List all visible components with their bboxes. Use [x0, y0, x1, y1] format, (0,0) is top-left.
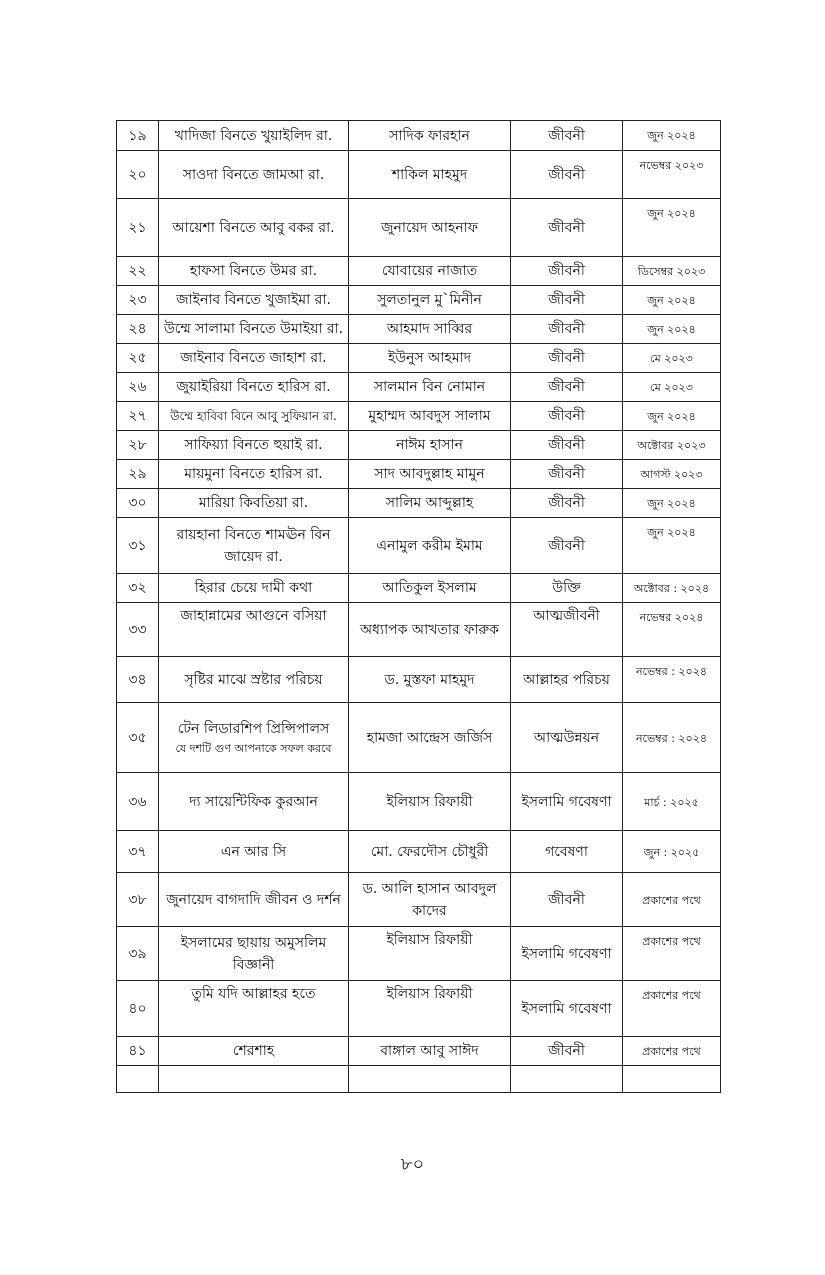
- author-cell: ইলিয়াস রিফায়ী: [349, 927, 511, 981]
- table-row: [117, 1066, 721, 1093]
- date-cell: নভেম্বর : ২০২৪: [623, 703, 721, 773]
- serial-cell: ৪০: [117, 981, 159, 1037]
- table-row: [117, 257, 721, 286]
- author-cell: [349, 1066, 511, 1093]
- title-cell: এন আর সি: [159, 831, 349, 873]
- author-cell: আতিকুল ইসলাম: [349, 574, 511, 603]
- category-cell: জীবনী: [511, 1037, 623, 1066]
- title-cell: জাহান্নামের আগুনে বসিয়া: [159, 603, 349, 657]
- serial-cell: ৪১: [117, 1037, 159, 1066]
- author-cell: নাঈম হাসান: [349, 431, 511, 460]
- serial-cell: ২৫: [117, 344, 159, 373]
- date-cell: জুন ২০২৪: [623, 402, 721, 431]
- category-cell: জীবনী: [511, 873, 623, 927]
- date-cell: জুন ২০২৪: [623, 315, 721, 344]
- table-row: [117, 603, 721, 657]
- title-cell: রায়হানা বিনতে শামঊন বিন জায়েদ রা.: [159, 518, 349, 574]
- serial-cell: ৩২: [117, 574, 159, 603]
- category-cell: জীবনী: [511, 151, 623, 199]
- category-cell: জীবনী: [511, 402, 623, 431]
- author-cell: মুহাম্মদ আবদুস সালাম: [349, 402, 511, 431]
- title-cell: দ্য সায়েন্টিফিক কুরআন: [159, 773, 349, 831]
- serial-cell: ২০: [117, 151, 159, 199]
- category-cell: জীবনী: [511, 199, 623, 257]
- author-cell: সালমান বিন নোমান: [349, 373, 511, 402]
- book-title: টেন লিডারশিপ প্রিন্সিপালস: [177, 720, 330, 737]
- author-cell: অধ্যাপক আখতার ফারুক: [349, 603, 511, 657]
- author-cell: জুনায়েদ আহনাফ: [349, 199, 511, 257]
- title-cell: উম্মে হাবিবা বিনে আবু সুফিয়ান রা.: [159, 402, 349, 431]
- date-cell: নভেম্বর ২০২৪: [623, 603, 721, 657]
- author-cell: আহমাদ সাব্বির: [349, 315, 511, 344]
- author-cell: মো. ফেরদৌস চৌধুরী: [349, 831, 511, 873]
- date-cell: মে ২০২৩: [623, 344, 721, 373]
- book-list-body: [117, 121, 721, 1093]
- serial-cell: ২৬: [117, 373, 159, 402]
- title-cell: সাওদা বিনতে জামআ রা.: [159, 151, 349, 199]
- category-cell: জীবনী: [511, 431, 623, 460]
- title-cell: খাদিজা বিনতে খুয়াইলিদ রা.: [159, 121, 349, 151]
- date-cell: প্রকাশের পথে: [623, 873, 721, 927]
- date-cell: নভেম্বর ২০২৩: [623, 151, 721, 199]
- table-row: [117, 518, 721, 574]
- date-cell: জুন ২০২৪: [623, 121, 721, 151]
- date-cell: জুন ২০২৪: [623, 286, 721, 315]
- author-cell: ড. মুস্তফা মাহমুদ: [349, 657, 511, 703]
- serial-cell: ২৮: [117, 431, 159, 460]
- date-cell: অক্টোবর ২০২৩: [623, 431, 721, 460]
- table-row: [117, 927, 721, 981]
- table-row: [117, 315, 721, 344]
- author-cell: শাকিল মাহমুদ: [349, 151, 511, 199]
- category-cell: ইসলামি গবেষণা: [511, 773, 623, 831]
- book-list-table: [116, 120, 721, 1093]
- title-cell: ইসলামের ছায়ায় অমুসলিম বিজ্ঞানী: [159, 927, 349, 981]
- category-cell: জীবনী: [511, 460, 623, 489]
- date-cell: [623, 1066, 721, 1093]
- category-cell: জীবনী: [511, 344, 623, 373]
- author-cell: ইলিয়াস রিফায়ী: [349, 773, 511, 831]
- page-number: ৮০: [400, 1154, 425, 1175]
- date-cell: জুন ২০২৪: [623, 489, 721, 518]
- category-cell: জীবনী: [511, 257, 623, 286]
- date-cell: প্রকাশের পথে: [623, 927, 721, 981]
- serial-cell: ৩০: [117, 489, 159, 518]
- serial-cell: ৩১: [117, 518, 159, 574]
- serial-cell: ২৩: [117, 286, 159, 315]
- date-cell: অক্টোবর : ২০২৪: [623, 574, 721, 603]
- title-cell: হিরার চেয়ে দামী কথা: [159, 574, 349, 603]
- table-row: [117, 151, 721, 199]
- table-row: [117, 460, 721, 489]
- category-cell: গবেষণা: [511, 831, 623, 873]
- category-cell: উক্তি: [511, 574, 623, 603]
- category-cell: ইসলামি গবেষণা: [511, 981, 623, 1037]
- serial-cell: [117, 1066, 159, 1093]
- date-cell: জুন ২০২৪: [623, 199, 721, 257]
- table-row: [117, 286, 721, 315]
- title-cell: জাইনাব বিনতে জাহাশ রা.: [159, 344, 349, 373]
- category-cell: জীবনী: [511, 518, 623, 574]
- title-cell: উম্মে সালামা বিনতে উমাইয়া রা.: [159, 315, 349, 344]
- table-row: [117, 431, 721, 460]
- table-row: [117, 873, 721, 927]
- author-cell: হামজা আন্দ্রেস জর্জিস: [349, 703, 511, 773]
- title-cell: সাফিয়্যা বিনতে হুয়াই রা.: [159, 431, 349, 460]
- title-cell: জুনায়েদ বাগদাদি জীবন ও দর্শন: [159, 873, 349, 927]
- serial-cell: ২১: [117, 199, 159, 257]
- category-cell: আল্লাহর পরিচয়: [511, 657, 623, 703]
- serial-cell: ২৪: [117, 315, 159, 344]
- category-cell: ইসলামি গবেষণা: [511, 927, 623, 981]
- author-cell: এনামুল করীম ইমাম: [349, 518, 511, 574]
- author-cell: সাদ আবদুল্লাহ মামুন: [349, 460, 511, 489]
- table-row: [117, 1037, 721, 1066]
- serial-cell: ৩৩: [117, 603, 159, 657]
- author-cell: যোবায়ের নাজাত: [349, 257, 511, 286]
- title-cell: মায়মুনা বিনতে হারিস রা.: [159, 460, 349, 489]
- table-row: [117, 489, 721, 518]
- serial-cell: ৩৪: [117, 657, 159, 703]
- category-cell: জীবনী: [511, 315, 623, 344]
- title-cell: সৃষ্টির মাঝে স্রষ্টার পরিচয়: [159, 657, 349, 703]
- category-cell: জীবনী: [511, 489, 623, 518]
- title-cell: [159, 703, 349, 773]
- author-cell: ড. আলি হাসান আবদুল কাদের: [349, 873, 511, 927]
- table-row: [117, 831, 721, 873]
- category-cell: জীবনী: [511, 373, 623, 402]
- author-cell: সালিম আব্দুল্লাহ: [349, 489, 511, 518]
- serial-cell: ৩৯: [117, 927, 159, 981]
- table-row: [117, 773, 721, 831]
- table-row: [117, 657, 721, 703]
- title-cell: হাফসা বিনতে উমর রা.: [159, 257, 349, 286]
- table-row: [117, 373, 721, 402]
- title-cell: তুমি যদি আল্লাহর হতে: [159, 981, 349, 1037]
- serial-cell: ২২: [117, 257, 159, 286]
- date-cell: ডিসেম্বর ২০২৩: [623, 257, 721, 286]
- author-cell: ইলিয়াস রিফায়ী: [349, 981, 511, 1037]
- table-row: [117, 574, 721, 603]
- serial-cell: ১৯: [117, 121, 159, 151]
- title-cell: [159, 1066, 349, 1093]
- category-cell: [511, 1066, 623, 1093]
- date-cell: প্রকাশের পথে: [623, 1037, 721, 1066]
- table-row: [117, 703, 721, 773]
- table-row: [117, 121, 721, 151]
- title-cell: শেরশাহ: [159, 1037, 349, 1066]
- date-cell: জুন ২০২৪: [623, 518, 721, 574]
- author-cell: সুলতানুল মু`মিনীন: [349, 286, 511, 315]
- book-subtitle: যে দশটি গুণ আপনাকে সফল করবে: [175, 741, 332, 755]
- serial-cell: ২৭: [117, 402, 159, 431]
- title-cell: মারিয়া কিবতিয়া রা.: [159, 489, 349, 518]
- table-row: [117, 199, 721, 257]
- date-cell: নভেম্বর : ২০২৪: [623, 657, 721, 703]
- date-cell: মার্চ : ২০২৫: [623, 773, 721, 831]
- date-cell: আগস্ট ২০২৩: [623, 460, 721, 489]
- title-cell: আয়েশা বিনতে আবু বকর রা.: [159, 199, 349, 257]
- title-cell: জুয়াইরিয়া বিনতে হারিস রা.: [159, 373, 349, 402]
- category-cell: জীবনী: [511, 286, 623, 315]
- date-cell: প্রকাশের পথে: [623, 981, 721, 1037]
- serial-cell: ৩৭: [117, 831, 159, 873]
- serial-cell: ৩৫: [117, 703, 159, 773]
- table-row: [117, 402, 721, 431]
- date-cell: মে ২০২৩: [623, 373, 721, 402]
- author-cell: ইউনুস আহমাদ: [349, 344, 511, 373]
- table-row: [117, 981, 721, 1037]
- title-cell: জাইনাব বিনতে খুজাইমা রা.: [159, 286, 349, 315]
- date-cell: জুন : ২০২৫: [623, 831, 721, 873]
- category-cell: আত্মউন্নয়ন: [511, 703, 623, 773]
- category-cell: জীবনী: [511, 121, 623, 151]
- table-row: [117, 344, 721, 373]
- serial-cell: ৩৬: [117, 773, 159, 831]
- author-cell: সাদিক ফারহান: [349, 121, 511, 151]
- author-cell: বাঙ্গাল আবু সাঈদ: [349, 1037, 511, 1066]
- serial-cell: ২৯: [117, 460, 159, 489]
- serial-cell: ৩৮: [117, 873, 159, 927]
- category-cell: আত্মজীবনী: [511, 603, 623, 657]
